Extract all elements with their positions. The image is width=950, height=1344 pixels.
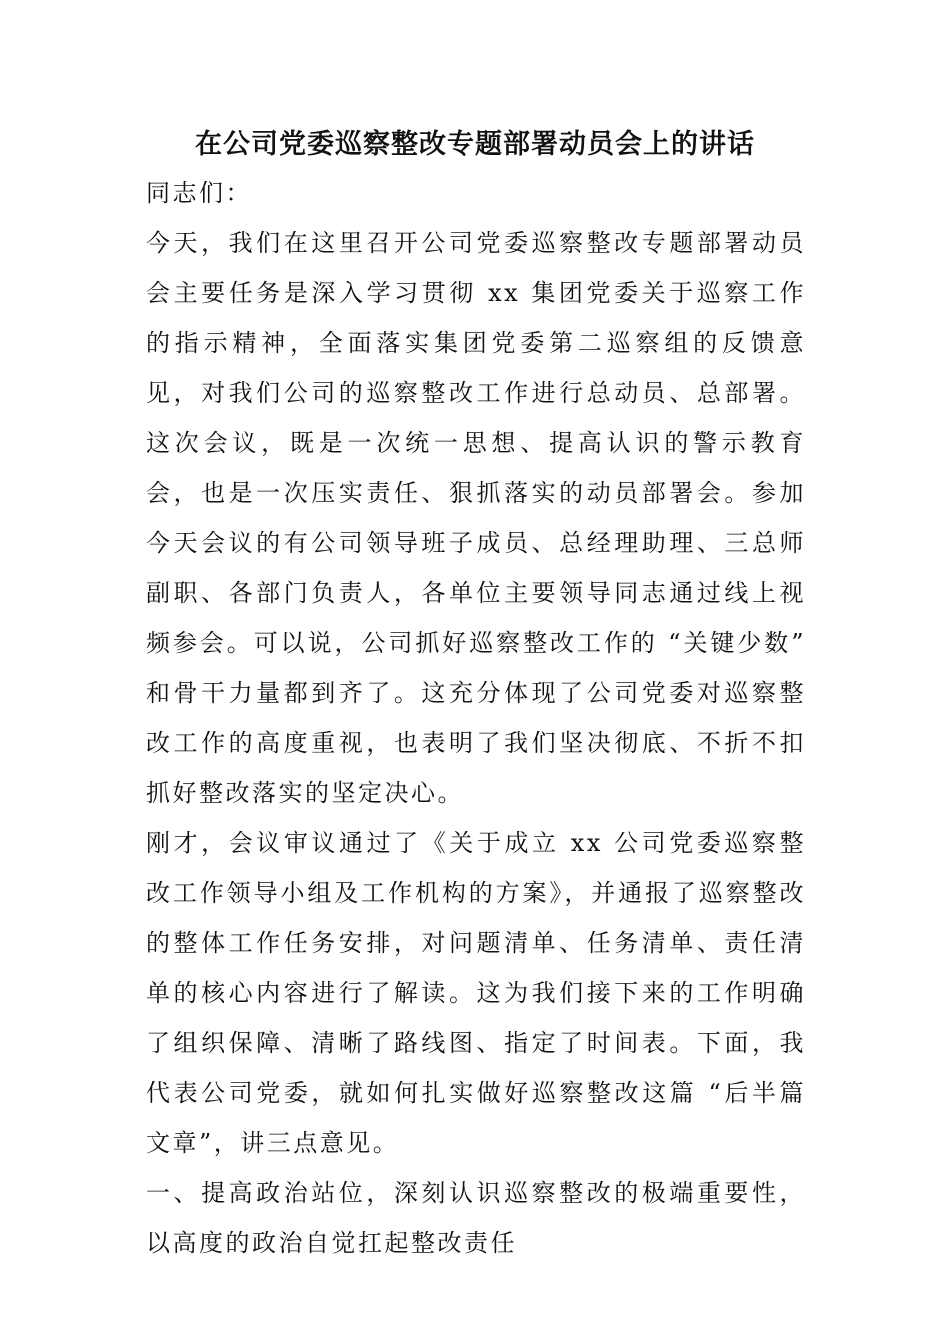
paragraph-review: 刚才，会议审议通过了《关于成立 xx 公司党委巡察整改工作领导小组及工作机构的方案》，并通报了巡察整改的整体工作任务安排，对问题清单、任务清单、责任清单的核心内容进行了解读。这为我们接下来的工作明确了组织保障、清晰了路线图、指定了时间表。下面，我代表公司党委，就如何扎实做好巡察整改这篇 “后半篇文章”，讲三点意见。 (146, 829, 806, 1157)
salutation: 同志们： (146, 179, 252, 207)
document-body (146, 168, 806, 1268)
paragraph-opening: 今天，我们在这里召开公司党委巡察整改专题部署动员会主要任务是深入学习贯彻 xx 集团党委关于巡察工作的指示精神，全面落实集团党委第二巡察组的反馈意见，对我们公司的巡察整改工作进行总动员、总部署。这次会议，既是一次统一思想、提高认识的警示教育会，也是一次压实责任、狠抓落实的动员部署会。参加今天会议的有公司领导班子成员、总经理助理、三总师副职、各部门负责人，各单位主要领导同志通过线上视频参会。可以说，公司抓好巡察整改工作的 “关键少数” 和骨干力量都到齐了。这充分体现了公司党委对巡察整改工作的高度重视，也表明了我们坚决彻底、不折不扣抓好整改落实的坚定决心。 (146, 229, 806, 807)
document-title: 在公司党委巡察整改专题部署动员会上的讲话 (195, 129, 755, 160)
section-heading-1: 一、提高政治站位，深刻认识巡察整改的极端重要性，以高度的政治自觉扛起整改责任 (146, 1179, 806, 1257)
